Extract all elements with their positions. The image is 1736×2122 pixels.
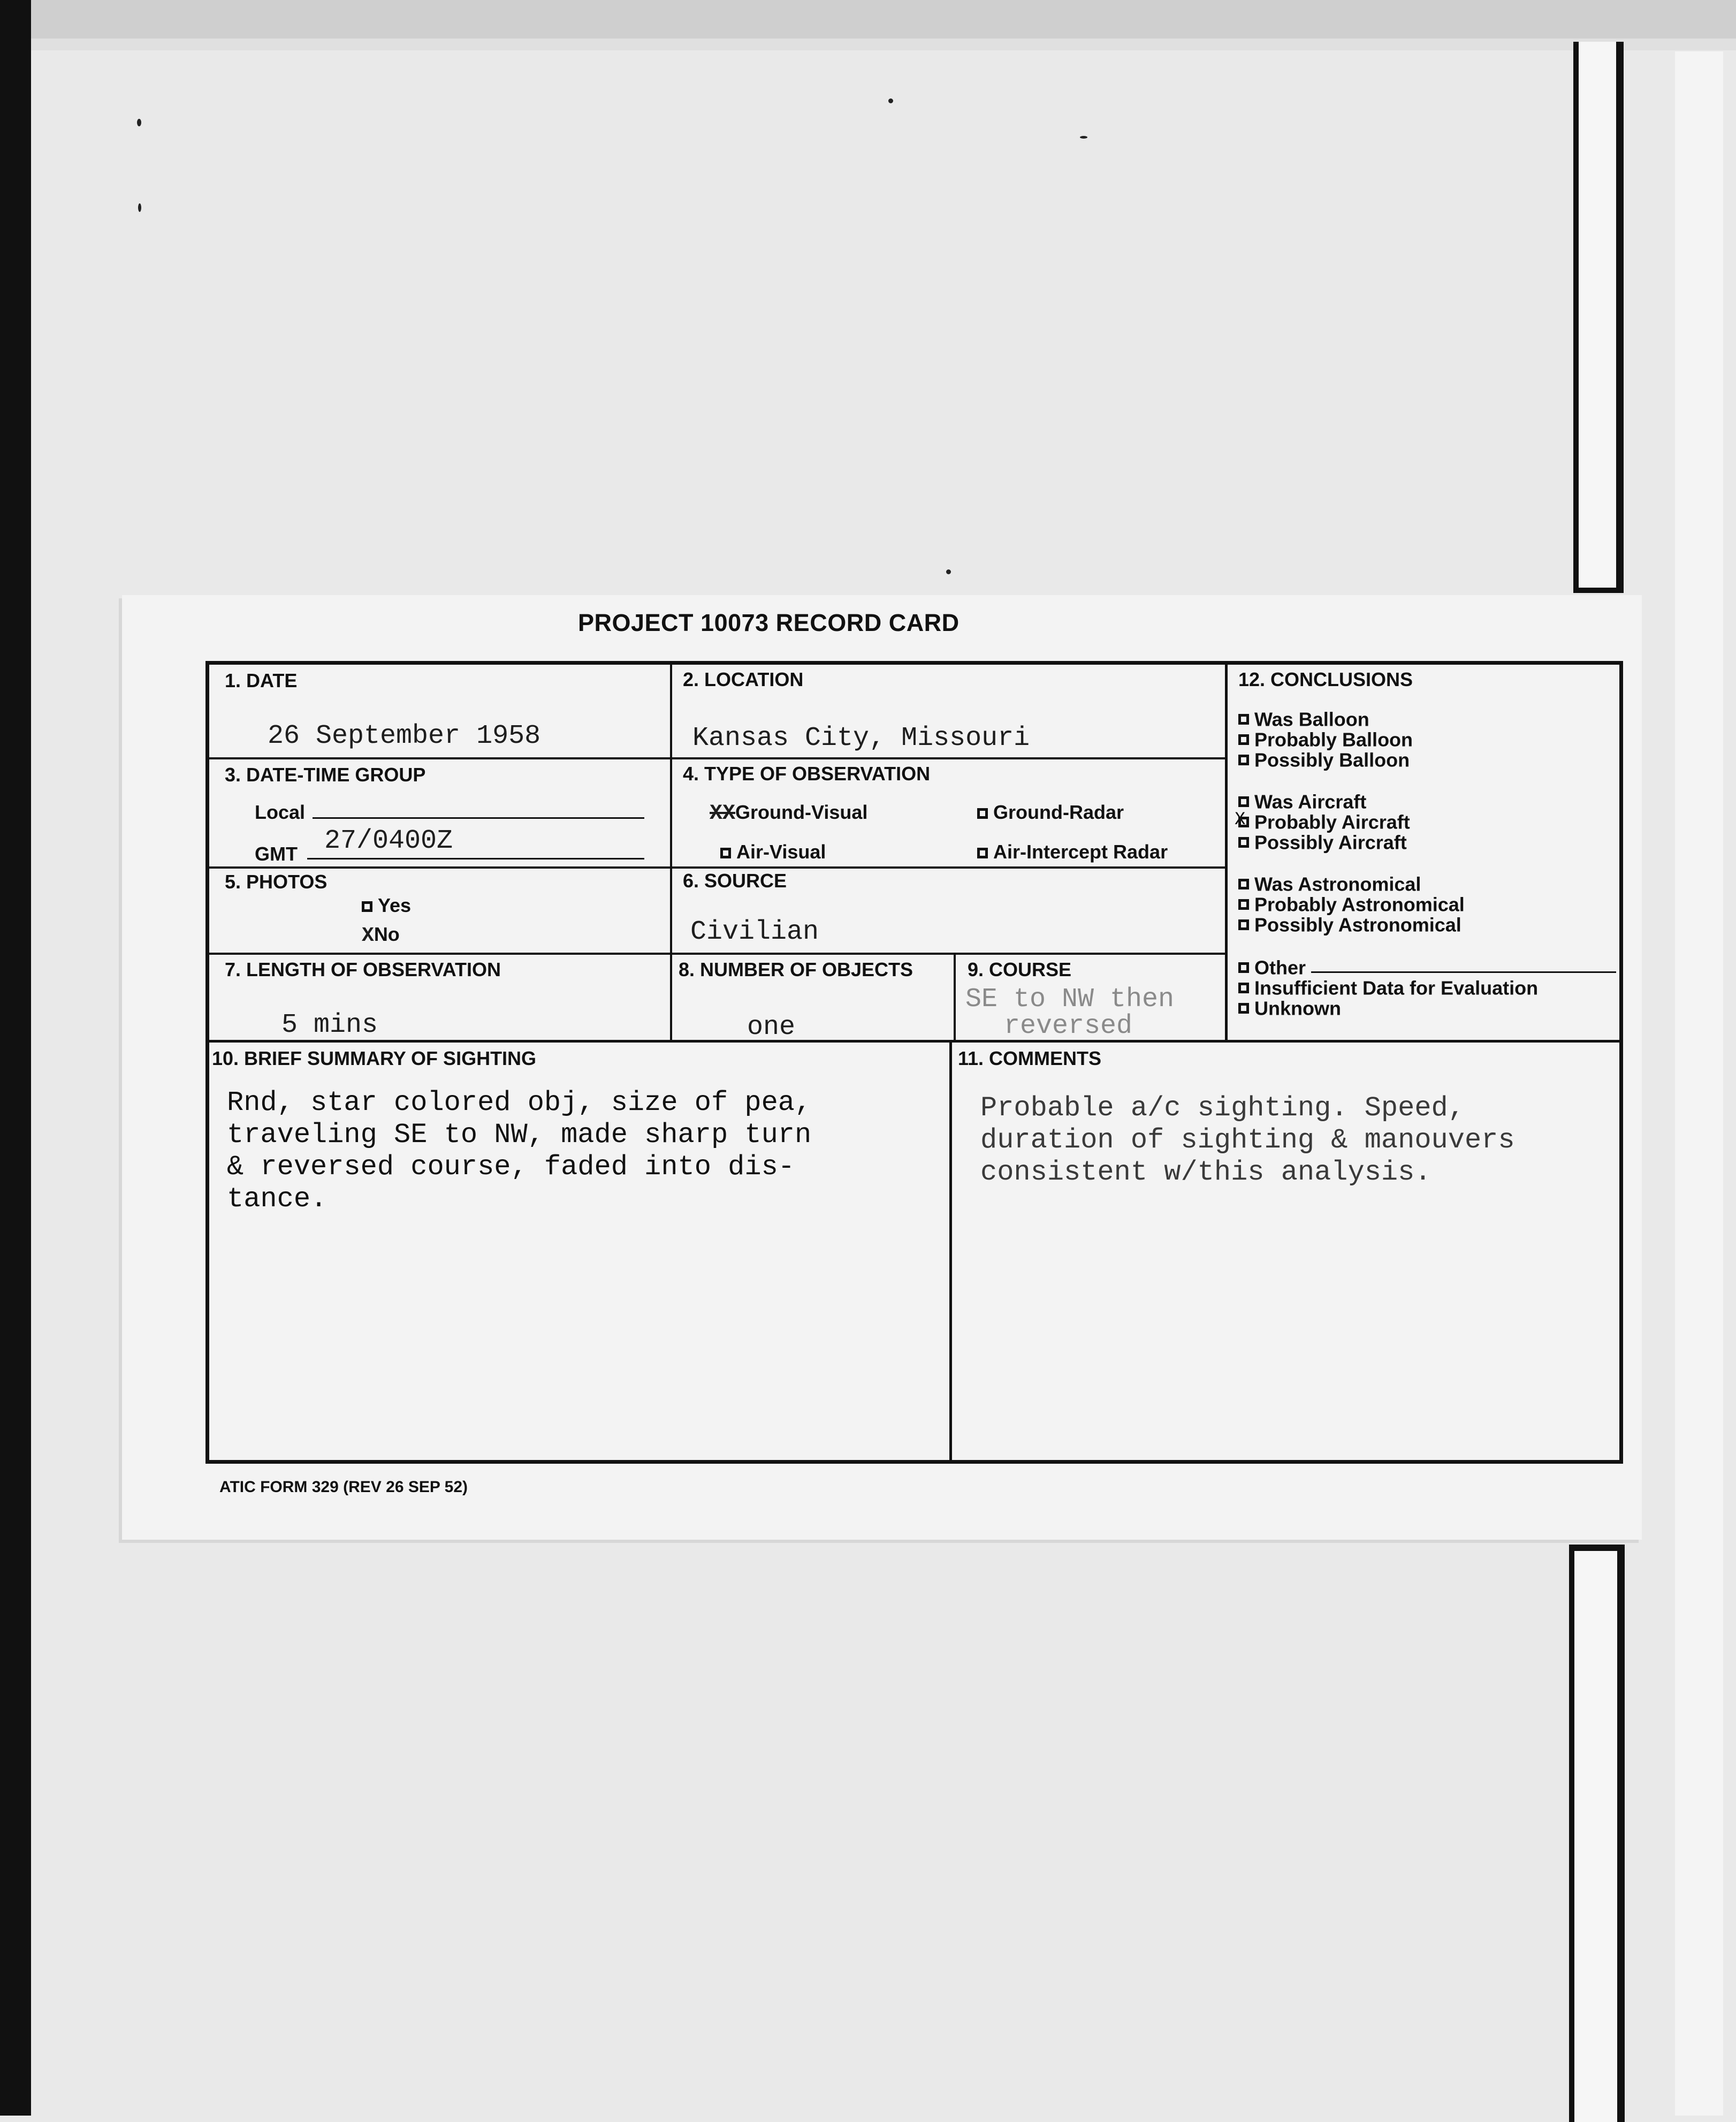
photos-label: 5. PHOTOS: [225, 871, 328, 893]
dtg-local-line: [313, 817, 644, 819]
conclusion-item: [1238, 912, 1461, 936]
other-line: [1311, 971, 1616, 973]
obs-air-intercept-radar-text: Air-Intercept Radar: [993, 841, 1168, 863]
checkbox-icon: [362, 901, 372, 912]
conclusion-text: Probably Balloon: [1254, 728, 1413, 751]
checkbox-icon: [1238, 755, 1249, 765]
border-bottom: [205, 1460, 1623, 1464]
conclusion-text: Was Aircraft: [1254, 790, 1367, 813]
comments-line: duration of sighting & manouvers: [980, 1124, 1515, 1156]
film-border-top-inner: [31, 39, 1736, 50]
photos-yes: [362, 894, 411, 917]
rule-row3: [205, 953, 1227, 955]
source-value: Civilian: [690, 917, 819, 947]
length-value: 5 mins: [281, 1010, 378, 1040]
obs-air-intercept-radar: [977, 841, 1168, 863]
comments-line: consistent w/this analysis.: [980, 1157, 1432, 1188]
conclusion-item: [1238, 996, 1341, 1020]
checkbox-icon: [1238, 983, 1249, 993]
date-label: 1. DATE: [225, 670, 298, 691]
binder-strip-bottom: [1569, 1545, 1625, 2122]
conclusion-text: Unknown: [1254, 997, 1341, 1020]
conclusion-text: Probably Astronomical: [1254, 893, 1465, 916]
conclusions-label: 12. CONCLUSIONS: [1238, 668, 1413, 690]
conclusion-item: [1238, 830, 1407, 854]
rule-col-course: [954, 953, 956, 1041]
conclusion-text: Insufficient Data for Evaluation: [1254, 977, 1539, 999]
dust-speck: [946, 569, 951, 574]
checkbox-icon: [1238, 837, 1249, 848]
form-id: ATIC FORM 329 (REV 26 SEP 52): [219, 1478, 468, 1496]
objects-value: one: [747, 1012, 796, 1043]
checkbox-icon: [977, 848, 988, 858]
summary-line: & reversed course, faded into dis-: [227, 1151, 795, 1183]
checkbox-icon: [1238, 919, 1249, 930]
photos-no-mark: X: [362, 924, 374, 947]
conclusion-text: Possibly Astronomical: [1254, 914, 1461, 936]
location-value: Kansas City, Missouri: [692, 723, 1030, 754]
checkbox-icon: [1238, 796, 1249, 807]
checkbox-icon: [720, 848, 731, 858]
dust-speck: [137, 119, 141, 126]
border-left: [205, 661, 209, 1464]
course-line2: reversed: [1004, 1011, 1133, 1041]
obs-ground-visual-text: Ground-Visual: [735, 801, 868, 823]
rule-row2: [205, 866, 1227, 869]
photos-yes-text: Yes: [378, 894, 412, 916]
obs-type-label: 4. TYPE OF OBSERVATION: [683, 763, 931, 785]
checkbox-icon: [1238, 1003, 1249, 1014]
course-line1: SE to NW then: [965, 984, 1175, 1015]
rule-row1: [205, 757, 1227, 759]
dtg-gmt-value: 27/0400Z: [324, 826, 453, 856]
conclusion-text: Other: [1254, 956, 1306, 979]
conclusion-item: [1238, 748, 1410, 771]
summary-line: traveling SE to NW, made sharp turn: [227, 1119, 812, 1151]
dtg-gmt-line: [307, 858, 644, 860]
dust-speck: [1080, 136, 1087, 139]
dtg-label: 3. DATE-TIME GROUP: [225, 764, 426, 786]
dust-speck: [138, 203, 141, 212]
checkbox-icon: [977, 808, 988, 819]
obs-ground-visual-mark: XX: [710, 802, 736, 826]
binder-strip-top: [1573, 42, 1624, 593]
checkbox-icon: [1238, 734, 1249, 745]
checkbox-icon: [1238, 962, 1249, 973]
rule-col-conclusions: [1225, 661, 1228, 1041]
summary-line: tance.: [227, 1183, 328, 1215]
conclusion-text: Possibly Balloon: [1254, 749, 1410, 771]
film-border-left: [0, 0, 31, 2116]
conclusion-text: Was Balloon: [1254, 708, 1369, 731]
checkbox-icon: [1238, 714, 1249, 725]
dtg-gmt-label: GMT: [255, 843, 298, 865]
conclusions-list: [1235, 661, 1613, 1040]
checkbox-icon: [1238, 879, 1249, 889]
course-label: 9. COURSE: [968, 959, 1072, 980]
length-label: 7. LENGTH OF OBSERVATION: [225, 959, 501, 980]
obs-ground-radar: [977, 801, 1124, 824]
form-grid: [205, 661, 1623, 1464]
checked-box-icon: [1235, 810, 1249, 831]
comments-text: [980, 1092, 1515, 1189]
photos-no-text: No: [374, 923, 400, 945]
summary-line: Rnd, star colored obj, size of pea,: [227, 1087, 812, 1119]
checkbox-icon: [1238, 899, 1249, 910]
summary-label: 10. BRIEF SUMMARY OF SIGHTING: [212, 1047, 537, 1069]
obs-air-visual-text: Air-Visual: [736, 841, 826, 863]
rule-col-comments: [949, 1040, 952, 1463]
comments-line: Probable a/c sighting. Speed,: [980, 1092, 1465, 1124]
comments-label: 11. COMMENTS: [958, 1047, 1102, 1069]
location-label: 2. LOCATION: [683, 668, 804, 690]
rule-row4: [205, 1040, 1623, 1043]
check-mark: X: [1235, 810, 1246, 831]
obs-ground-radar-text: Ground-Radar: [993, 801, 1124, 823]
objects-label: 8. NUMBER OF OBJECTS: [679, 959, 913, 980]
dust-speck: [888, 98, 893, 103]
source-label: 6. SOURCE: [683, 870, 787, 892]
border-right: [1619, 661, 1623, 1464]
dtg-local-label: Local: [255, 801, 306, 823]
photos-no: [362, 923, 400, 947]
obs-air-visual: [720, 841, 826, 863]
obs-ground-visual: [710, 801, 867, 826]
conclusion-text: Was Astronomical: [1254, 873, 1421, 895]
conclusion-text: Probably Aircraft: [1254, 811, 1410, 833]
conclusion-text: Possibly Aircraft: [1254, 831, 1407, 854]
summary-text: [227, 1087, 811, 1215]
rule-col1: [670, 661, 672, 1040]
film-border-top: [31, 0, 1736, 39]
page-edge: [1675, 51, 1723, 2116]
card-title: PROJECT 10073 RECORD CARD: [578, 609, 960, 636]
date-value: 26 September 1958: [268, 721, 541, 751]
